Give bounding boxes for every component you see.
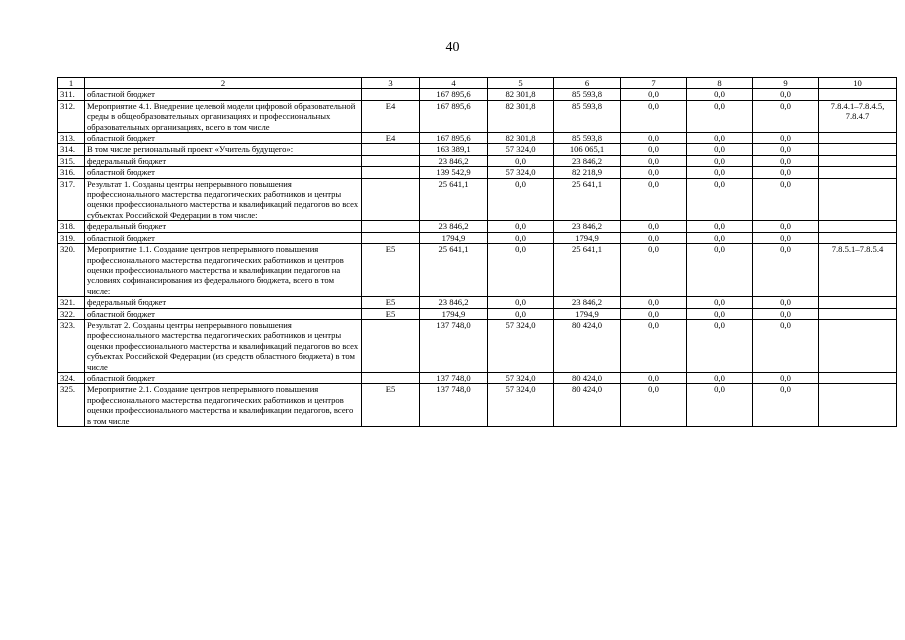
row-total-cell: 23 846,2	[420, 297, 488, 308]
row-code-cell: Е5	[362, 384, 420, 427]
row-value-cell: 0,0	[753, 319, 819, 372]
row-value-cell: 106 065,1	[554, 144, 621, 155]
row-total-cell: 167 895,6	[420, 100, 488, 132]
table-row	[58, 372, 897, 383]
row-number-cell: 323.	[58, 319, 85, 372]
row-value-cell: 57 324,0	[488, 144, 554, 155]
row-description-cell: федеральный бюджет	[85, 155, 362, 166]
row-indicator-codes-cell	[819, 297, 897, 308]
table-row	[58, 308, 897, 319]
header-cell: 5	[488, 78, 554, 89]
table-row	[58, 167, 897, 178]
header-cell: 6	[554, 78, 621, 89]
row-number-cell: 324.	[58, 372, 85, 383]
table-row	[58, 100, 897, 132]
row-description-cell: федеральный бюджет	[85, 297, 362, 308]
row-value-cell: 0,0	[488, 297, 554, 308]
table-row	[58, 319, 897, 372]
row-value-cell: 0,0	[488, 178, 554, 221]
row-value-cell: 80 424,0	[554, 384, 621, 427]
row-indicator-codes-cell	[819, 221, 897, 232]
row-value-cell: 0,0	[753, 244, 819, 297]
table-row	[58, 144, 897, 155]
row-total-cell: 167 895,6	[420, 89, 488, 100]
row-code-cell	[362, 89, 420, 100]
row-indicator-codes-cell	[819, 89, 897, 100]
row-code-cell: Е5	[362, 297, 420, 308]
row-number-cell: 318.	[58, 221, 85, 232]
row-code-cell: Е5	[362, 308, 420, 319]
row-value-cell: 0,0	[488, 221, 554, 232]
row-number-cell: 322.	[58, 308, 85, 319]
table-row	[58, 133, 897, 144]
row-number-cell: 312.	[58, 100, 85, 132]
row-value-cell: 23 846,2	[554, 297, 621, 308]
header-cell: 3	[362, 78, 420, 89]
row-value-cell: 0,0	[687, 167, 753, 178]
row-indicator-codes-cell	[819, 372, 897, 383]
row-total-cell: 23 846,2	[420, 155, 488, 166]
row-code-cell: Е5	[362, 244, 420, 297]
header-cell: 10	[819, 78, 897, 89]
row-total-cell: 163 389,1	[420, 144, 488, 155]
row-indicator-codes-cell: 7.8.4.1–7.8.4.5, 7.8.4.7	[819, 100, 897, 132]
row-value-cell: 80 424,0	[554, 372, 621, 383]
row-value-cell: 0,0	[621, 384, 687, 427]
table-row	[58, 232, 897, 243]
row-indicator-codes-cell	[819, 319, 897, 372]
row-description-cell: Результат 1. Созданы центры непрерывного повышения профессионального мастерства педагогических работников и центры оценки профессионального мастерства и квалификаций педагогов во всех субъектах Российской Федерации в том числе:	[85, 178, 362, 221]
row-value-cell: 0,0	[753, 232, 819, 243]
row-indicator-codes-cell	[819, 178, 897, 221]
row-value-cell: 0,0	[753, 100, 819, 132]
row-value-cell: 80 424,0	[554, 319, 621, 372]
row-value-cell: 0,0	[488, 155, 554, 166]
row-value-cell: 0,0	[621, 308, 687, 319]
row-value-cell: 25 641,1	[554, 244, 621, 297]
budget-table	[57, 77, 897, 427]
header-cell: 8	[687, 78, 753, 89]
row-value-cell: 85 593,8	[554, 89, 621, 100]
row-value-cell: 0,0	[753, 308, 819, 319]
row-value-cell: 0,0	[687, 384, 753, 427]
row-value-cell: 0,0	[753, 167, 819, 178]
row-value-cell: 0,0	[753, 155, 819, 166]
row-value-cell: 1794,9	[554, 232, 621, 243]
row-description-cell: областной бюджет	[85, 133, 362, 144]
row-description-cell: Мероприятие 1.1. Создание центров непрерывного повышения профессионального мастерства педагогических работников и центров оценки профессионального мастерства и квалификации педагогов на условиях софинансирования из федерального бюджета, всего в том числе:	[85, 244, 362, 297]
row-value-cell: 1794,9	[554, 308, 621, 319]
header-cell: 1	[58, 78, 85, 89]
table-row	[58, 155, 897, 166]
row-description-cell: Мероприятие 2.1. Создание центров непрерывного повышения профессионального мастерства педагогических работников и центров оценки профессионального мастерства и квалификации педагогов, всего в том числе	[85, 384, 362, 427]
row-code-cell	[362, 372, 420, 383]
row-code-cell	[362, 178, 420, 221]
row-value-cell: 0,0	[753, 89, 819, 100]
row-total-cell: 1794,9	[420, 232, 488, 243]
row-code-cell: Е4	[362, 100, 420, 132]
row-value-cell: 85 593,8	[554, 100, 621, 132]
table-row	[58, 221, 897, 232]
row-value-cell: 0,0	[753, 221, 819, 232]
row-value-cell: 0,0	[687, 155, 753, 166]
row-value-cell: 0,0	[621, 155, 687, 166]
row-indicator-codes-cell	[819, 384, 897, 427]
row-value-cell: 0,0	[621, 297, 687, 308]
row-value-cell: 0,0	[687, 232, 753, 243]
row-value-cell: 0,0	[687, 297, 753, 308]
header-cell: 7	[621, 78, 687, 89]
row-description-cell: Мероприятие 4.1. Внедрение целевой модели цифровой образовательной среды в общеобразовательных организациях и профессиональных образовательных организациях, всего в том числе	[85, 100, 362, 132]
row-number-cell: 320.	[58, 244, 85, 297]
row-total-cell: 23 846,2	[420, 221, 488, 232]
row-indicator-codes-cell	[819, 144, 897, 155]
row-code-cell	[362, 167, 420, 178]
row-number-cell: 315.	[58, 155, 85, 166]
row-indicator-codes-cell	[819, 232, 897, 243]
row-value-cell: 0,0	[687, 319, 753, 372]
row-value-cell: 0,0	[621, 100, 687, 132]
header-cell: 2	[85, 78, 362, 89]
row-value-cell: 0,0	[488, 244, 554, 297]
row-code-cell	[362, 232, 420, 243]
row-description-cell: областной бюджет	[85, 232, 362, 243]
row-value-cell: 0,0	[621, 89, 687, 100]
row-total-cell: 1794,9	[420, 308, 488, 319]
table-row	[58, 178, 897, 221]
row-code-cell	[362, 221, 420, 232]
row-value-cell: 0,0	[753, 372, 819, 383]
row-description-cell: областной бюджет	[85, 167, 362, 178]
row-total-cell: 137 748,0	[420, 319, 488, 372]
header-cell: 9	[753, 78, 819, 89]
row-number-cell: 314.	[58, 144, 85, 155]
row-description-cell: областной бюджет	[85, 372, 362, 383]
row-number-cell: 325.	[58, 384, 85, 427]
row-total-cell: 137 748,0	[420, 372, 488, 383]
row-indicator-codes-cell	[819, 155, 897, 166]
row-value-cell: 0,0	[753, 384, 819, 427]
row-value-cell: 0,0	[687, 308, 753, 319]
row-value-cell: 25 641,1	[554, 178, 621, 221]
row-value-cell: 0,0	[621, 244, 687, 297]
row-value-cell: 0,0	[687, 178, 753, 221]
row-number-cell: 321.	[58, 297, 85, 308]
table-row	[58, 384, 897, 427]
row-indicator-codes-cell: 7.8.5.1–7.8.5.4	[819, 244, 897, 297]
page-number: 40	[445, 40, 460, 55]
row-indicator-codes-cell	[819, 133, 897, 144]
row-value-cell: 0,0	[488, 308, 554, 319]
row-value-cell: 0,0	[621, 372, 687, 383]
row-code-cell	[362, 319, 420, 372]
row-value-cell: 57 324,0	[488, 384, 554, 427]
row-value-cell: 82 301,8	[488, 133, 554, 144]
row-value-cell: 57 324,0	[488, 167, 554, 178]
row-value-cell: 0,0	[621, 178, 687, 221]
row-value-cell: 85 593,8	[554, 133, 621, 144]
row-total-cell: 139 542,9	[420, 167, 488, 178]
row-value-cell: 0,0	[753, 178, 819, 221]
row-value-cell: 0,0	[687, 144, 753, 155]
row-value-cell: 23 846,2	[554, 155, 621, 166]
row-description-cell: В том числе региональный проект «Учитель будущего»:	[85, 144, 362, 155]
header-row	[58, 78, 897, 89]
row-number-cell: 319.	[58, 232, 85, 243]
row-total-cell: 167 895,6	[420, 133, 488, 144]
row-value-cell: 0,0	[621, 133, 687, 144]
row-total-cell: 25 641,1	[420, 178, 488, 221]
row-value-cell: 82 218,9	[554, 167, 621, 178]
row-value-cell: 0,0	[687, 372, 753, 383]
row-code-cell	[362, 155, 420, 166]
row-number-cell: 316.	[58, 167, 85, 178]
row-code-cell	[362, 144, 420, 155]
row-total-cell: 137 748,0	[420, 384, 488, 427]
row-value-cell: 0,0	[621, 232, 687, 243]
row-value-cell: 0,0	[621, 167, 687, 178]
row-number-cell: 317.	[58, 178, 85, 221]
row-total-cell: 25 641,1	[420, 244, 488, 297]
row-value-cell: 0,0	[621, 144, 687, 155]
row-value-cell: 82 301,8	[488, 89, 554, 100]
header-cell: 4	[420, 78, 488, 89]
row-value-cell: 0,0	[687, 133, 753, 144]
row-number-cell: 311.	[58, 89, 85, 100]
row-indicator-codes-cell	[819, 308, 897, 319]
row-description-cell: областной бюджет	[85, 89, 362, 100]
row-indicator-codes-cell	[819, 167, 897, 178]
table-row	[58, 244, 897, 297]
row-value-cell: 57 324,0	[488, 372, 554, 383]
row-description-cell: федеральный бюджет	[85, 221, 362, 232]
row-number-cell: 313.	[58, 133, 85, 144]
row-description-cell: Результат 2. Созданы центры непрерывного повышения профессионального мастерства педагогических работников и центры оценки профессионального мастерства и квалификаций педагогов во всех субъектах Российской Федерации (из средств областного бюджета) в том числе	[85, 319, 362, 372]
row-value-cell: 0,0	[687, 89, 753, 100]
row-value-cell: 0,0	[753, 144, 819, 155]
row-description-cell: областной бюджет	[85, 308, 362, 319]
row-value-cell: 0,0	[687, 100, 753, 132]
row-value-cell: 0,0	[753, 297, 819, 308]
row-value-cell: 0,0	[687, 244, 753, 297]
row-value-cell: 0,0	[488, 232, 554, 243]
row-value-cell: 0,0	[621, 221, 687, 232]
row-value-cell: 23 846,2	[554, 221, 621, 232]
row-value-cell: 57 324,0	[488, 319, 554, 372]
row-value-cell: 0,0	[687, 221, 753, 232]
row-value-cell: 0,0	[753, 133, 819, 144]
row-value-cell: 82 301,8	[488, 100, 554, 132]
table-row	[58, 89, 897, 100]
row-code-cell: Е4	[362, 133, 420, 144]
row-value-cell: 0,0	[621, 319, 687, 372]
table-row	[58, 297, 897, 308]
